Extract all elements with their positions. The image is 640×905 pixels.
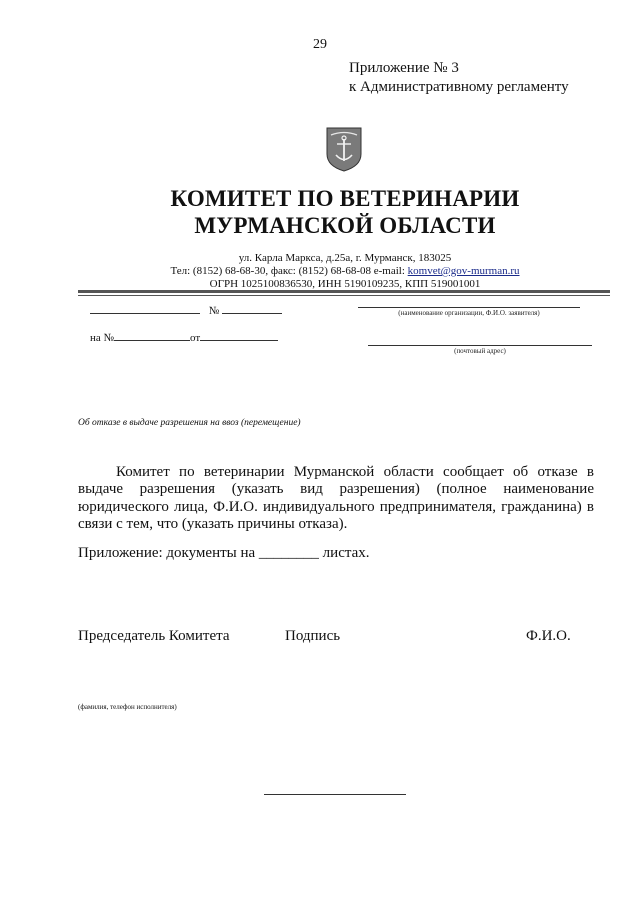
attachment-note: Приложение: документы на ________ листах. bbox=[78, 545, 370, 561]
executor-caption: (фамилия, телефон исполнителя) bbox=[78, 703, 177, 711]
header-divider-thin bbox=[78, 295, 610, 296]
page-number: 29 bbox=[313, 37, 327, 52]
email-link[interactable]: komvet@gov-murman.ru bbox=[407, 265, 520, 277]
organization-phone-email bbox=[0, 265, 640, 278]
incoming-date-blank bbox=[200, 329, 278, 341]
bottom-divider bbox=[264, 794, 406, 795]
letter-body bbox=[78, 464, 594, 534]
outgoing-number-blank bbox=[222, 302, 282, 314]
outgoing-date-blank bbox=[90, 302, 200, 314]
from-label: от bbox=[190, 332, 201, 344]
signature-placeholder: Подпись bbox=[285, 628, 341, 644]
recipient-name-line bbox=[358, 307, 580, 308]
organization-address: ул. Карла Маркса, д.25а, г. Мурманск, 183025 bbox=[238, 252, 452, 264]
organization-title-line2: МУРМАНСКОЙ ОБЛАСТИ bbox=[194, 213, 496, 238]
number-label: № bbox=[208, 305, 220, 317]
recipient-address-line bbox=[368, 345, 592, 346]
letter-body-text: Комитет по ветеринарии Мурманской области сообщает об отказе в выдаче разрешения (указать вид разрешения) (полное наименование юридического лица, Ф.И.О. индивидуального предпринимателя, гражданина) в связи с тем, что (указать причины отказа). bbox=[78, 464, 594, 533]
coat-of-arms-icon bbox=[325, 126, 363, 172]
appendix-subtitle: к Административному регламенту bbox=[349, 79, 569, 95]
header-divider-thick bbox=[78, 290, 610, 293]
organization-registry: ОГРН 1025100836530, ИНН 5190109235, КПП 519001001 bbox=[209, 278, 481, 290]
outgoing-number-row bbox=[90, 302, 282, 317]
incoming-number-row bbox=[90, 329, 278, 344]
on-number-label: на № bbox=[90, 332, 115, 344]
organization-title-line1: КОМИТЕТ ПО ВЕТЕРИНАРИИ bbox=[170, 186, 520, 211]
signatory-name-placeholder: Ф.И.О. bbox=[526, 628, 571, 644]
recipient-address-caption: (почтовый адрес) bbox=[454, 347, 506, 355]
letter-subject: Об отказе в выдаче разрешения на ввоз (перемещение) bbox=[78, 418, 301, 428]
phone-fax-text: Тел: (8152) 68-68-30, факс: (8152) 68-68-08 e-mail: bbox=[170, 265, 408, 277]
signatory-position: Председатель Комитета bbox=[78, 628, 230, 644]
appendix-title: Приложение № 3 bbox=[349, 60, 459, 76]
recipient-name-caption: (наименование организации, Ф.И.О. заявителя) bbox=[398, 309, 540, 317]
incoming-number-blank bbox=[114, 329, 190, 341]
